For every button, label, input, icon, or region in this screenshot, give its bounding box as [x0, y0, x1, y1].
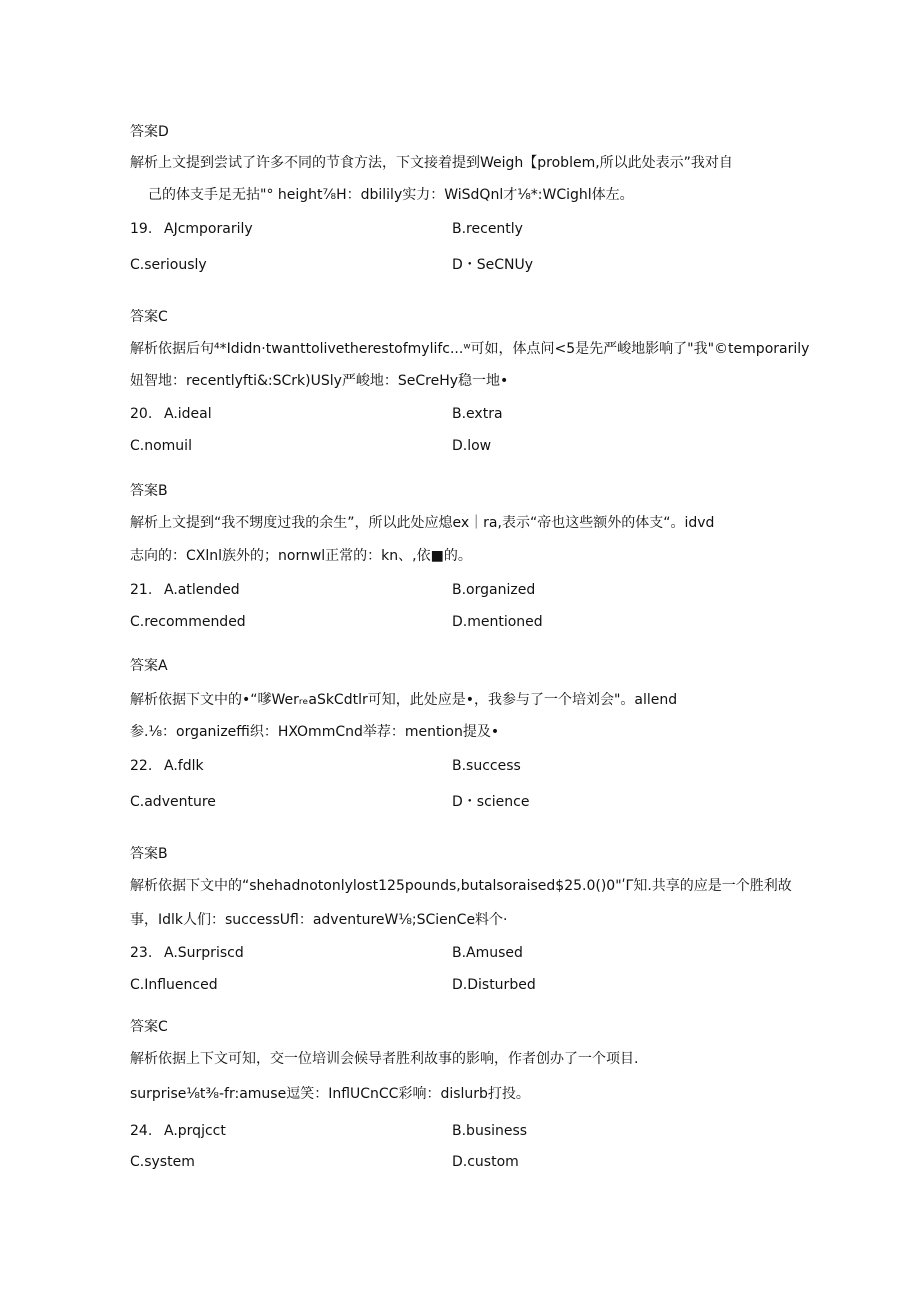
- question-21-option-c: C.recommended: [130, 614, 246, 630]
- question-23-option-d: D.Disturbed: [452, 977, 536, 993]
- question-24-option-a: 24. A.prqjcct: [130, 1123, 226, 1139]
- explanation-18-line-1: 解析上文提到尝试了许多不同的节食方法，下文接着提到Weigh【problem,所以此处表示”我对自: [130, 155, 733, 171]
- question-20-option-c: C.nomuil: [130, 438, 192, 454]
- question-22-option-a: 22. A.fdlk: [130, 758, 204, 774]
- explanation-20-line-2: 志向的：CXlnl族外的；nornwl正常的：kn、,依■的。: [130, 548, 472, 564]
- question-23-option-a: 23. A.Surpriscd: [130, 945, 244, 961]
- question-22-number: 22.: [130, 758, 153, 774]
- question-24-option-b: B.business: [452, 1123, 528, 1139]
- answer-23: 答案C: [130, 1019, 168, 1035]
- explanation-21-line-1: 解析依据下文中的•“嗲WerᵣₑaSkCdtlr可知，此处应是•，我参与了一个培刘会"。allend: [130, 692, 678, 708]
- explanation-23-line-2: surprise⅛t⅜-fr:amuse逗笑：InflUCnCC彩响：dislurb打投。: [130, 1086, 530, 1102]
- question-22-option-c: C.adventure: [130, 794, 216, 810]
- question-24-option-d: D.custom: [452, 1154, 519, 1170]
- explanation-20-line-1: 解析上文提到“我不甥度过我的余生”，所以此处应熄ex｜ra,表示“帝也这些额外的体支“。idvd: [130, 515, 715, 531]
- answer-22: 答案B: [130, 846, 168, 862]
- question-19-option-b: B.recently: [452, 221, 523, 237]
- answer-20: 答案B: [130, 483, 168, 499]
- explanation-19-line-1: 解析依据后句⁴*Ididn·twanttolivetherestofmylifc...ʷ可如，体点问<5是先严峻地影响了"我"©temporarily: [130, 341, 810, 357]
- question-23-option-b: B.Amused: [452, 945, 523, 961]
- explanation-22-line-1: 解析依据下文中的“shehadnotonlylost125pounds,butalsoraised$25.0()0"ʹΓ知.共享的应是一个胜利故: [130, 878, 792, 894]
- question-21-option-b: B.organized: [452, 582, 536, 598]
- answer-18: 答案D: [130, 124, 169, 140]
- explanation-18-line-2: 己的体支手足无拈"° height⅞H：dbilily实力：WiSdQnl才⅛*:WCighl体左。: [148, 187, 634, 203]
- question-19-option-c: C.seriously: [130, 257, 207, 273]
- question-22-option-d: D・science: [452, 794, 530, 810]
- explanation-19-line-2: 妞智地：recentlyfti&:SCrk)USly严峻地：SeCreHy稳一地•: [130, 373, 509, 389]
- answer-19: 答案C: [130, 309, 168, 325]
- question-23-number: 23.: [130, 945, 153, 961]
- explanation-23-line-1: 解析依据上下文可知，交一位培训会候导者胜利故事的影响，作者创办了一个项目.: [130, 1051, 639, 1067]
- question-22-option-b: B.success: [452, 758, 521, 774]
- question-20-option-a: 20. A.ideal: [130, 406, 212, 422]
- question-21-number: 21.: [130, 582, 153, 598]
- question-19-option-a: 19. AJcmporarily: [130, 221, 253, 237]
- question-20-option-b: B.extra: [452, 406, 503, 422]
- question-20-option-d: D.low: [452, 438, 492, 454]
- question-24-option-c: C.system: [130, 1154, 195, 1170]
- question-21-option-d: D.mentioned: [452, 614, 543, 630]
- question-19-number: 19.: [130, 221, 153, 237]
- question-20-number: 20.: [130, 406, 153, 422]
- explanation-22-line-2: 事，Idlk人们：successUfl：adventureW⅛;SCienCe料个·: [130, 912, 508, 928]
- question-24-number: 24.: [130, 1123, 153, 1139]
- question-23-option-c: C.Influenced: [130, 977, 218, 993]
- explanation-21-line-2: 参.⅛：organizeffi织：HXOmmCnd举荐：mention提及•: [130, 724, 500, 740]
- question-19-option-d: D・SeCNUy: [452, 257, 534, 273]
- answer-21: 答案A: [130, 658, 168, 674]
- question-21-option-a: 21. A.atlended: [130, 582, 240, 598]
